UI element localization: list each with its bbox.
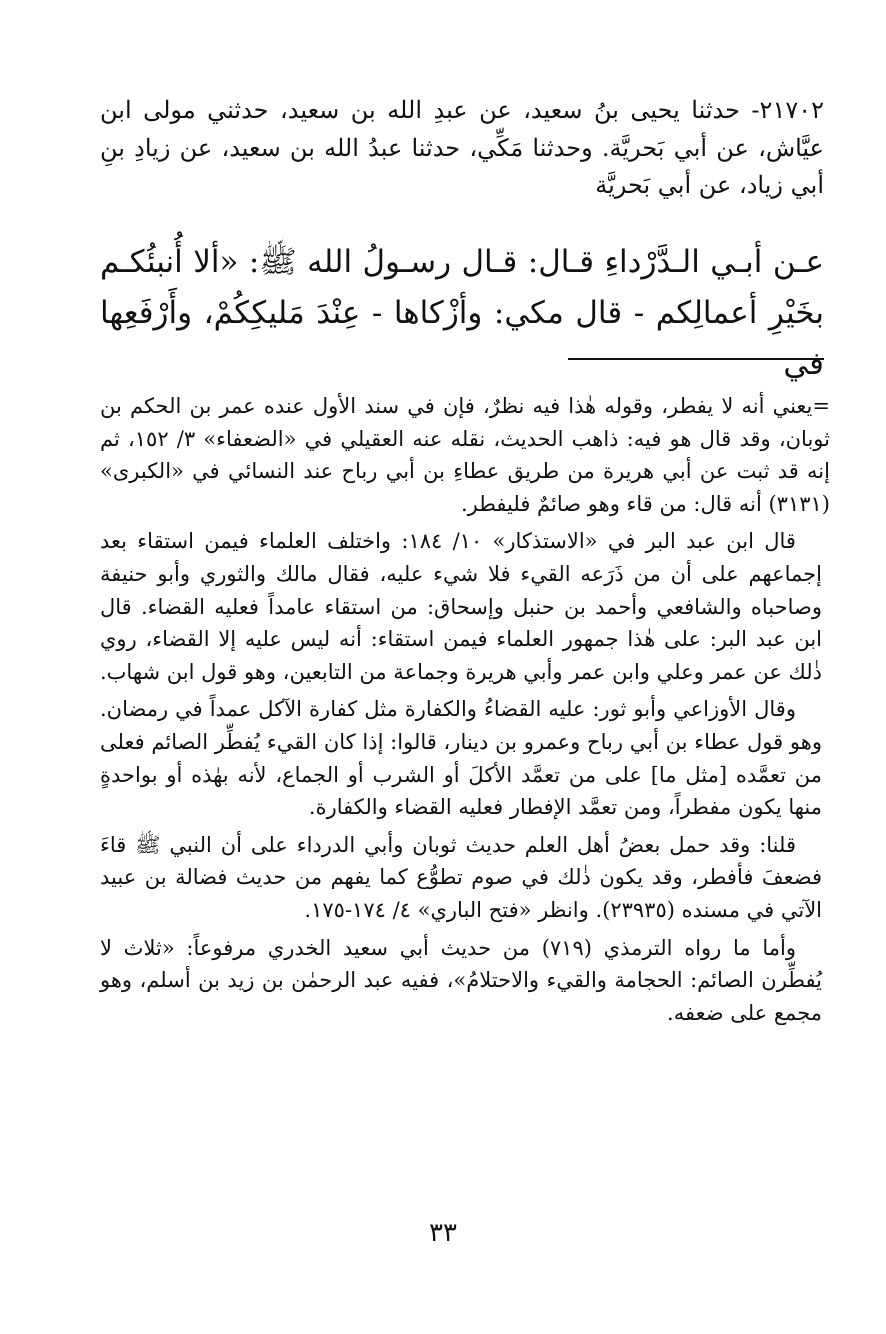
footnotes bbox=[99, 390, 830, 1034]
footnote-paragraph: وأما ما رواه الترمذي (٧١٩) من حديث أبي سعيد الخدري مرفوعاً: «ثلاث لا يُفطِّرن الصائم: الحجامة والقيء والاحتلامُ»، ففيه عبد الرحمٰن بن زيد بن أسلم، وهو مجمع على ضعفه. bbox=[100, 935, 822, 1025]
hadith-isnad: ٢١٧٠٢- حدثنا يحيى بنُ سعيد، عن عبدِ الله بن سعيد، حدثني مولى ابن عيَّاش، عن أبي بَحريَّة. وحدثنا مَكِّي، حدثنا عبدُ الله بن سعيد، عن زيادِ بنِ أبي زياد، عن أبي بَحريَّة bbox=[100, 96, 824, 199]
page-number: ٣٣ bbox=[429, 1218, 457, 1248]
footnote-paragraph: =يعني أنه لا يفطر، وقوله هٰذا فيه نظرٌ، فإن في سند الأول عنده عمر بن الحكم بن ثوبان، وقد قال هو فيه: ذاهب الحديث، نقله عنه العقيلي في «الضعفاء» ٣/ ١٥٢، ثم إنه قد ثبت عن أبي هريرة من طريق عطاءِ بن أبي رباح عند النسائي في «الكبرى» (٣١٣١) أنه قال: من قاء وهو صائمٌ فليفطر. bbox=[100, 394, 830, 516]
footnote-paragraph: قال ابن عبد البر في «الاستذكار» ١٠/ ١٨٤: واختلف العلماء فيمن استقاء بعد إجماعهم على أن من ذَرَعه القيء فلا شيء عليه، فقال مالك والثوري وأبو حنيفة وصاحباه والشافعي وأحمد بن حنبل وإسحاق: من استقاء عامداً فعليه القضاء. قال ابن عبد البر: على هٰذا جمهور العلماء فيمن استقاء: أنه ليس عليه إلا القضاء، روي ذٰلك عن عمر وعلي وابن عمر وأبي هريرة وجماعة من التابعين، وهو قول ابن شهاب. bbox=[99, 529, 822, 684]
hadith-matn: عـن أبـي الـدَّرْداءِ قـال: قـال رسـولُ الله ﷺ: «ألا أُنبئُكـم بخَيْرِ أعمالِكم - قال مكي: وأزْكاها - عِنْدَ مَليكِكُمْ، وأَرْفَعِها في bbox=[100, 244, 824, 382]
footnote-paragraph: قلنا: وقد حمل بعضُ أهل العلم حديث ثوبان وأبي الدرداء على أن النبي ﷺ قاءَ فضعفَ فأفطر، وقد يكون ذٰلك في صوم تطوُّع كما يفهم من حديث فضالة بن عبيد الآتي في مسنده (٢٣٩٣٥). وانظر «فتح الباري» ٤/ ١٧٤-١٧٥. bbox=[100, 832, 822, 922]
main-text bbox=[100, 92, 824, 205]
footnote-divider bbox=[568, 358, 824, 360]
hadith-body bbox=[100, 237, 824, 390]
footnote-paragraph: وقال الأوزاعي وأبو ثور: عليه القضاءُ والكفارة مثل كفارة الآكل عمداً في رمضان. وهو قول عطاء بن أبي رباح وعمرو بن دينار، قالوا: إذا كان القيء يُفطِّر الصائم فعلى من تعمَّده [مثل ما] على من تعمَّد الأكلَ أو الشرب أو الجماع، لأنه بهٰذه أو بواحدةٍ منها يكون مفطراً، ومن تعمَّد الإفطار فعليه القضاء والكفارة. bbox=[100, 697, 822, 820]
